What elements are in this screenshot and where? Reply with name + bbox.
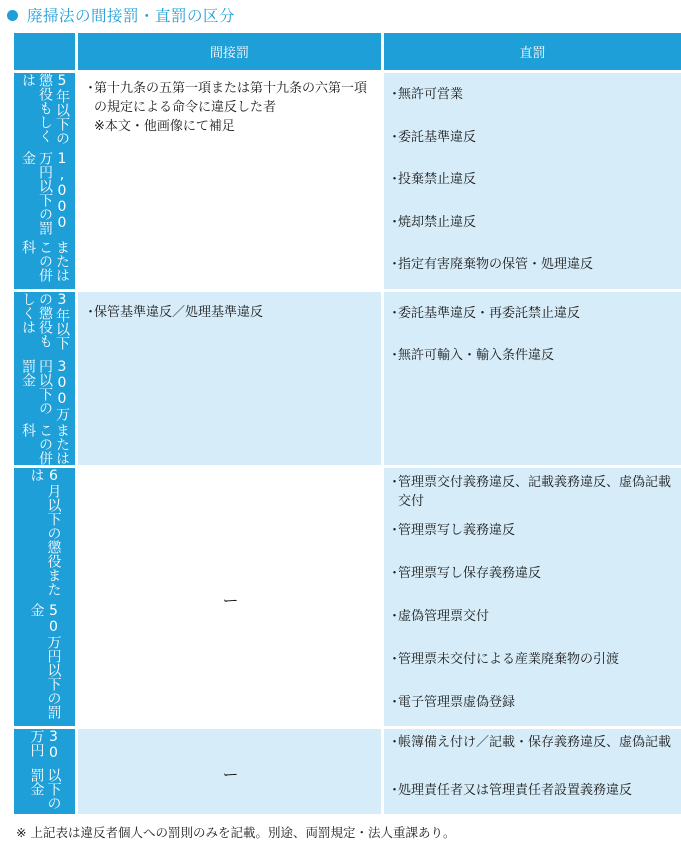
- list-item: ・ 管理票未交付による産業廃棄物の引渡: [388, 652, 620, 667]
- penalty-label: [14, 468, 78, 729]
- list-item: ・ 電子管理票虚偽登録: [388, 695, 516, 710]
- penalty-label: [14, 729, 78, 817]
- indirect-note: ※本文・他画像にて補足: [94, 119, 235, 134]
- indirect-cell: [78, 292, 384, 468]
- label-line: 以下の罰金: [28, 768, 62, 811]
- list-item: ・ 無許可営業: [388, 87, 464, 102]
- item-text: 保管基準違反／処理基準違反: [94, 305, 264, 320]
- table-row: [14, 292, 681, 468]
- list-item: ・ 無許可輸入・輸入条件違反: [388, 348, 555, 363]
- penalty-label: [14, 73, 78, 292]
- list-item: ・ 帳簿備え付け／記載・保存義務違反、虚偽記載: [388, 735, 672, 750]
- label-line: 3年以下の懲役もしくは: [20, 292, 70, 350]
- label-line: 50万円以下の罰金: [28, 602, 62, 719]
- header-direct: 直罰: [384, 33, 681, 73]
- label-line: 30万円: [28, 729, 62, 761]
- label-line: またはこの併科: [20, 422, 70, 465]
- penalty-label: [14, 292, 78, 468]
- item-text: 第十九条の五第一項または第十九条の六第一項の規定による命令に違反した者: [94, 81, 368, 115]
- header-corner: [14, 33, 78, 73]
- list-item: ・ 虚偽管理票交付: [388, 609, 490, 624]
- list-item: ・ 管理票写し義務違反: [388, 523, 516, 538]
- table-row: [14, 729, 681, 817]
- empty-dash: ー: [222, 590, 239, 610]
- list-item: ・ 管理票交付義務違反、記載義務違反、虚偽記載交付: [388, 475, 672, 509]
- indirect-cell: [78, 729, 384, 817]
- indirect-cell: [78, 468, 384, 729]
- list-item: ・ 処理責任者又は管理責任者設置義務違反: [388, 783, 633, 798]
- label-line: 300万円以下の罰金: [20, 359, 70, 422]
- list-item: ・ 投棄禁止違反: [388, 172, 477, 187]
- list-item: ・ 委託基準違反・再委託禁止違反: [388, 306, 581, 321]
- empty-dash: ー: [222, 765, 239, 784]
- label-line: 5年以下の懲役もしくは: [20, 73, 70, 145]
- footnote: ※ 上記表は違反者個人への罰則のみを記載。別途、両罰規定・法人重課あり。: [16, 825, 456, 840]
- list-item: ・ 委託基準違反: [388, 130, 477, 145]
- label-line: 1,000万円以下の罰金: [20, 151, 70, 235]
- label-line: またはこの併科: [20, 240, 70, 282]
- penalty-table: [14, 33, 681, 817]
- table-row: [14, 73, 681, 292]
- label-line: 6月以下の懲役または: [28, 468, 62, 596]
- list-item: ・ 焼却禁止違反: [388, 215, 477, 230]
- header-indirect: 間接罰: [78, 33, 384, 73]
- section-title-text: 廃掃法の間接罰・直罰の区分: [27, 7, 236, 25]
- bullet-dot-icon: [7, 10, 18, 21]
- list-item: ・ 保管基準違反／処理基準違反: [84, 305, 264, 320]
- list-item: ・ 第十九条の五第一項または第十九条の六第一項の規定による命令に違反した者: [84, 79, 377, 117]
- direct-cell: [384, 468, 681, 729]
- table-header-row: [14, 33, 681, 73]
- list-item: ・ 指定有害廃棄物の保管・処理違反: [388, 257, 594, 272]
- direct-cell: [384, 73, 681, 292]
- direct-cell: [384, 292, 681, 468]
- direct-cell: [384, 729, 681, 817]
- list-item: ・ 管理票写し保存義務違反: [388, 566, 542, 581]
- table-row: [14, 468, 681, 729]
- section-title: [0, 3, 235, 27]
- indirect-cell: [78, 73, 384, 292]
